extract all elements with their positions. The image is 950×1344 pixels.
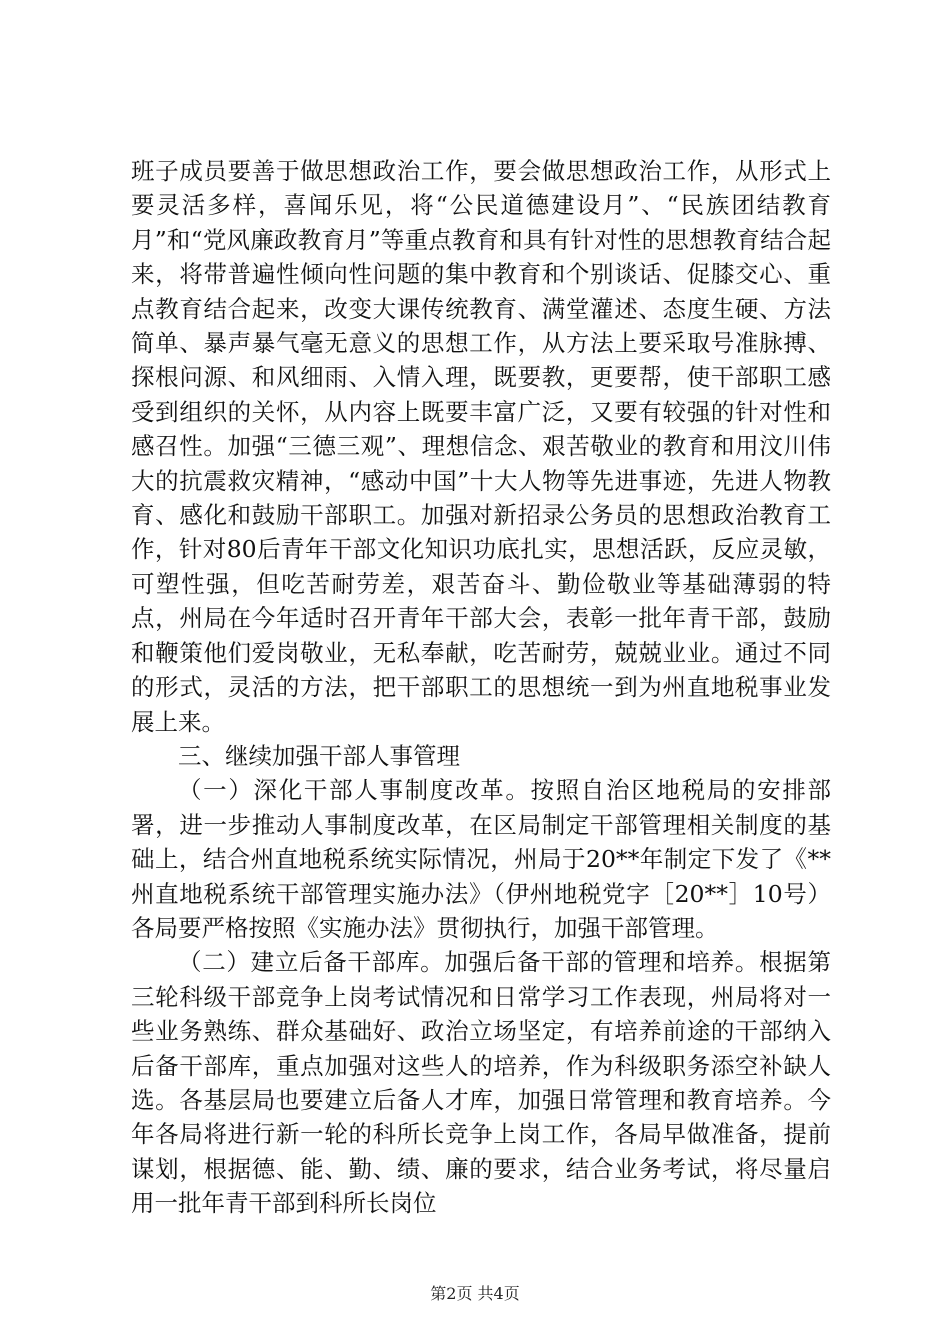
document-body xyxy=(131,154,831,1221)
paragraph-4: （二）建立后备干部库。加强后备干部的管理和培养。根据第三轮科级干部竞争上岗考试情况和日常学习工作表现，州局将对一些业务熟练、群众基础好、政治立场坚定，有培养前途的干部纳入后备干部库，重点加强对这些人的培养，作为科级职务添空补缺人选。各基层局也要建立后备人才库，加强日常管理和教育培养。今年各局将进行新一轮的科所长竞争上岗工作，各局早做准备，提前谋划，根据德、能、勤、绩、廉的要求，结合业务考试，将尽量启用一批年青干部到科所长岗位 xyxy=(131,948,831,1218)
paragraph-3: （一）深化干部人事制度改革。按照自治区地税局的安排部署，进一步推动人事制度改革，在区局制定干部管理相关制度的基础上，结合州直地税系统实际情况，州局于20**年制定下发了《**州直地税系统干部管理实施办法》（伊州地税党字［20**］10号）各局要严格按照《实施办法》贯彻执行，加强干部管理。 xyxy=(131,776,831,942)
section-heading-3: 三、继续加强干部人事管理 xyxy=(178,741,460,770)
paragraph-1: 班子成员要善于做思想政治工作，要会做思想政治工作，从形式上要灵活多样，喜闻乐见，将“公民道德建设月”、“民族团结教育月”和“党风廉政教育月”等重点教育和具有针对性的思想教育结合起来，将带普遍性倾向性问题的集中教育和个别谈话、促膝交心、重点教育结合起来，改变大课传统教育、满堂灌述、态度生硬、方法简单、暴声暴气毫无意义的思想工作，从方法上要采取号准脉搏、探根问源、和风细雨、入情入理，既要教，更要帮，使干部职工感受到组织的关怀，从内容上既要丰富广泛，又要有较强的针对性和感召性。加强“三德三观”、理想信念、艰苦敬业的教育和用汶川伟大的抗震救灾精神，“感动中国”十大人物等先进事迹，先进人物教育、感化和鼓励干部职工。加强对新招录公务员的思想政治教育工作，针对80后青年干部文化知识功底扎实，思想活跃，反应灵敏，可塑性强，但吃苦耐劳差，艰苦奋斗、勤俭敬业等基础薄弱的特点，州局在今年适时召开青年干部大会，表彰一批年青干部，鼓励和鞭策他们爱岗敬业，无私奉献，吃苦耐劳，兢兢业业。通过不同的形式，灵活的方法，把干部职工的思想统一到为州直地税事业发展上来。 xyxy=(131,157,831,736)
page-number-footer: 第2页 共4页 xyxy=(430,1284,520,1303)
